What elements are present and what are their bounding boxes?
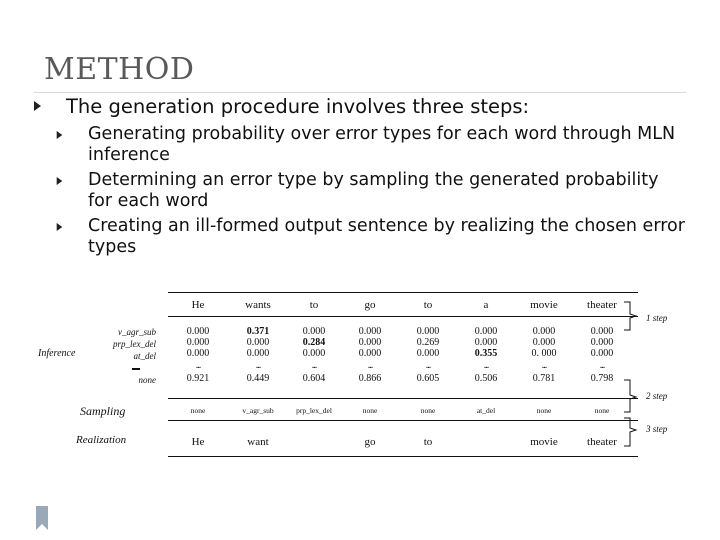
probability-value: 0.000 xyxy=(474,337,498,348)
probability-value: 0.000 xyxy=(590,348,614,359)
probability-value: 0.866 xyxy=(358,373,382,384)
inference-label: Inference xyxy=(38,348,76,359)
ellipsis: ... xyxy=(367,360,373,371)
probability-value: 0.269 xyxy=(416,337,440,348)
step-label-2: 2 step xyxy=(646,391,668,401)
sub-bullet-1: Generating probability over error types for each word through MLN inference xyxy=(88,124,676,165)
realization-cell: want xyxy=(247,436,269,448)
probability-value: 0.449 xyxy=(246,373,270,384)
probability-value: 0.000 xyxy=(590,326,614,337)
sampling-label: Sampling xyxy=(80,404,126,418)
column-header: theater xyxy=(587,299,617,311)
probability-value: 0.000 xyxy=(186,326,210,337)
ellipsis: ... xyxy=(255,360,261,371)
probability-value: 0.000 xyxy=(590,337,614,348)
ellipsis: ... xyxy=(425,360,431,371)
ellipsis: ... xyxy=(195,360,201,371)
realization-cell: He xyxy=(191,436,205,448)
realization-label: Realization xyxy=(76,434,127,446)
probability-value: 0. 000 xyxy=(531,348,557,359)
probability-value: 0.000 xyxy=(246,348,270,359)
probability-value: 0.000 xyxy=(358,326,382,337)
probability-value: 0.000 xyxy=(302,348,326,359)
error-type: none xyxy=(138,375,156,385)
probability-value: 0.798 xyxy=(590,373,614,384)
probability-value: 0.000 xyxy=(186,348,210,359)
column-header: a xyxy=(483,299,489,311)
probability-value: 0.506 xyxy=(474,373,498,384)
probability-value: 0.000 xyxy=(358,348,382,359)
ellipsis: ... xyxy=(483,360,489,371)
bookmark-icon xyxy=(22,502,58,538)
probability-value: 0.000 xyxy=(532,337,556,348)
probability-value: 0.781 xyxy=(532,373,556,384)
probability-cell xyxy=(398,326,458,384)
column-header: to xyxy=(423,299,433,311)
sampling-cell: at_del xyxy=(476,406,496,415)
probability-value: 0.000 xyxy=(358,337,382,348)
brace-3 xyxy=(624,418,636,446)
sampling-cell: none xyxy=(362,406,378,415)
sampling-cell: none xyxy=(420,406,436,415)
probability-value: 0.605 xyxy=(416,373,440,384)
probability-value: 0.000 xyxy=(246,337,270,348)
sampling-cell: none xyxy=(536,406,552,415)
column-header: to xyxy=(309,299,319,311)
ellipsis: ... xyxy=(311,360,317,371)
probability-value: 0.000 xyxy=(474,326,498,337)
sampling-cell: prp_lex_del xyxy=(296,406,332,415)
brace-1 xyxy=(624,302,636,330)
probability-cell xyxy=(284,326,344,384)
probability-cell xyxy=(228,326,288,384)
probability-cell xyxy=(514,326,574,384)
step-label-3: 3 step xyxy=(646,424,668,434)
error-type: v_agr_sub xyxy=(118,327,156,337)
probability-cell xyxy=(456,326,516,384)
step-label-1: 1 step xyxy=(646,313,668,323)
sampling-cell: v_agr_sub xyxy=(242,406,274,415)
brace-2 xyxy=(624,380,636,412)
step-braces xyxy=(620,300,720,450)
probability-cell xyxy=(340,326,400,384)
column-header: He xyxy=(191,299,205,311)
probability-value: 0.000 xyxy=(186,337,210,348)
ellipsis: ... xyxy=(599,360,605,371)
probability-value: 0.000 xyxy=(532,326,556,337)
main-bullet: The generation procedure involves three steps: xyxy=(66,95,530,118)
probability-value: 0.000 xyxy=(302,326,326,337)
realization-cell: go xyxy=(364,436,376,448)
probability-value: 0.000 xyxy=(416,326,440,337)
probability-value: 0.284 xyxy=(302,337,326,348)
column-header: wants xyxy=(245,299,271,311)
realization-cell: theater xyxy=(587,436,617,448)
slide-title: METHOD xyxy=(44,52,195,87)
probability-cell xyxy=(168,326,228,384)
sub-bullet-3: Creating an ill-formed output sentence by realizing the chosen error types xyxy=(88,216,685,257)
column-header: movie xyxy=(530,299,558,311)
error-type: prp_lex_del xyxy=(113,339,156,349)
realization-cell: to xyxy=(423,436,433,448)
sampling-cell: none xyxy=(594,406,610,415)
probability-value: 0.000 xyxy=(416,348,440,359)
error-type: at_del xyxy=(133,351,156,361)
probability-value: 0.921 xyxy=(186,373,210,384)
probability-value: 0.604 xyxy=(302,373,326,384)
probability-value: 0.371 xyxy=(246,326,270,337)
realization-cell: movie xyxy=(530,436,558,448)
sub-bullet-2: Determining an error type by sampling the generated probability for each word xyxy=(88,170,659,211)
column-header: go xyxy=(364,299,376,311)
probability-value: 0.355 xyxy=(474,348,498,359)
ellipsis: ... xyxy=(541,360,547,371)
sampling-cell: none xyxy=(190,406,206,415)
